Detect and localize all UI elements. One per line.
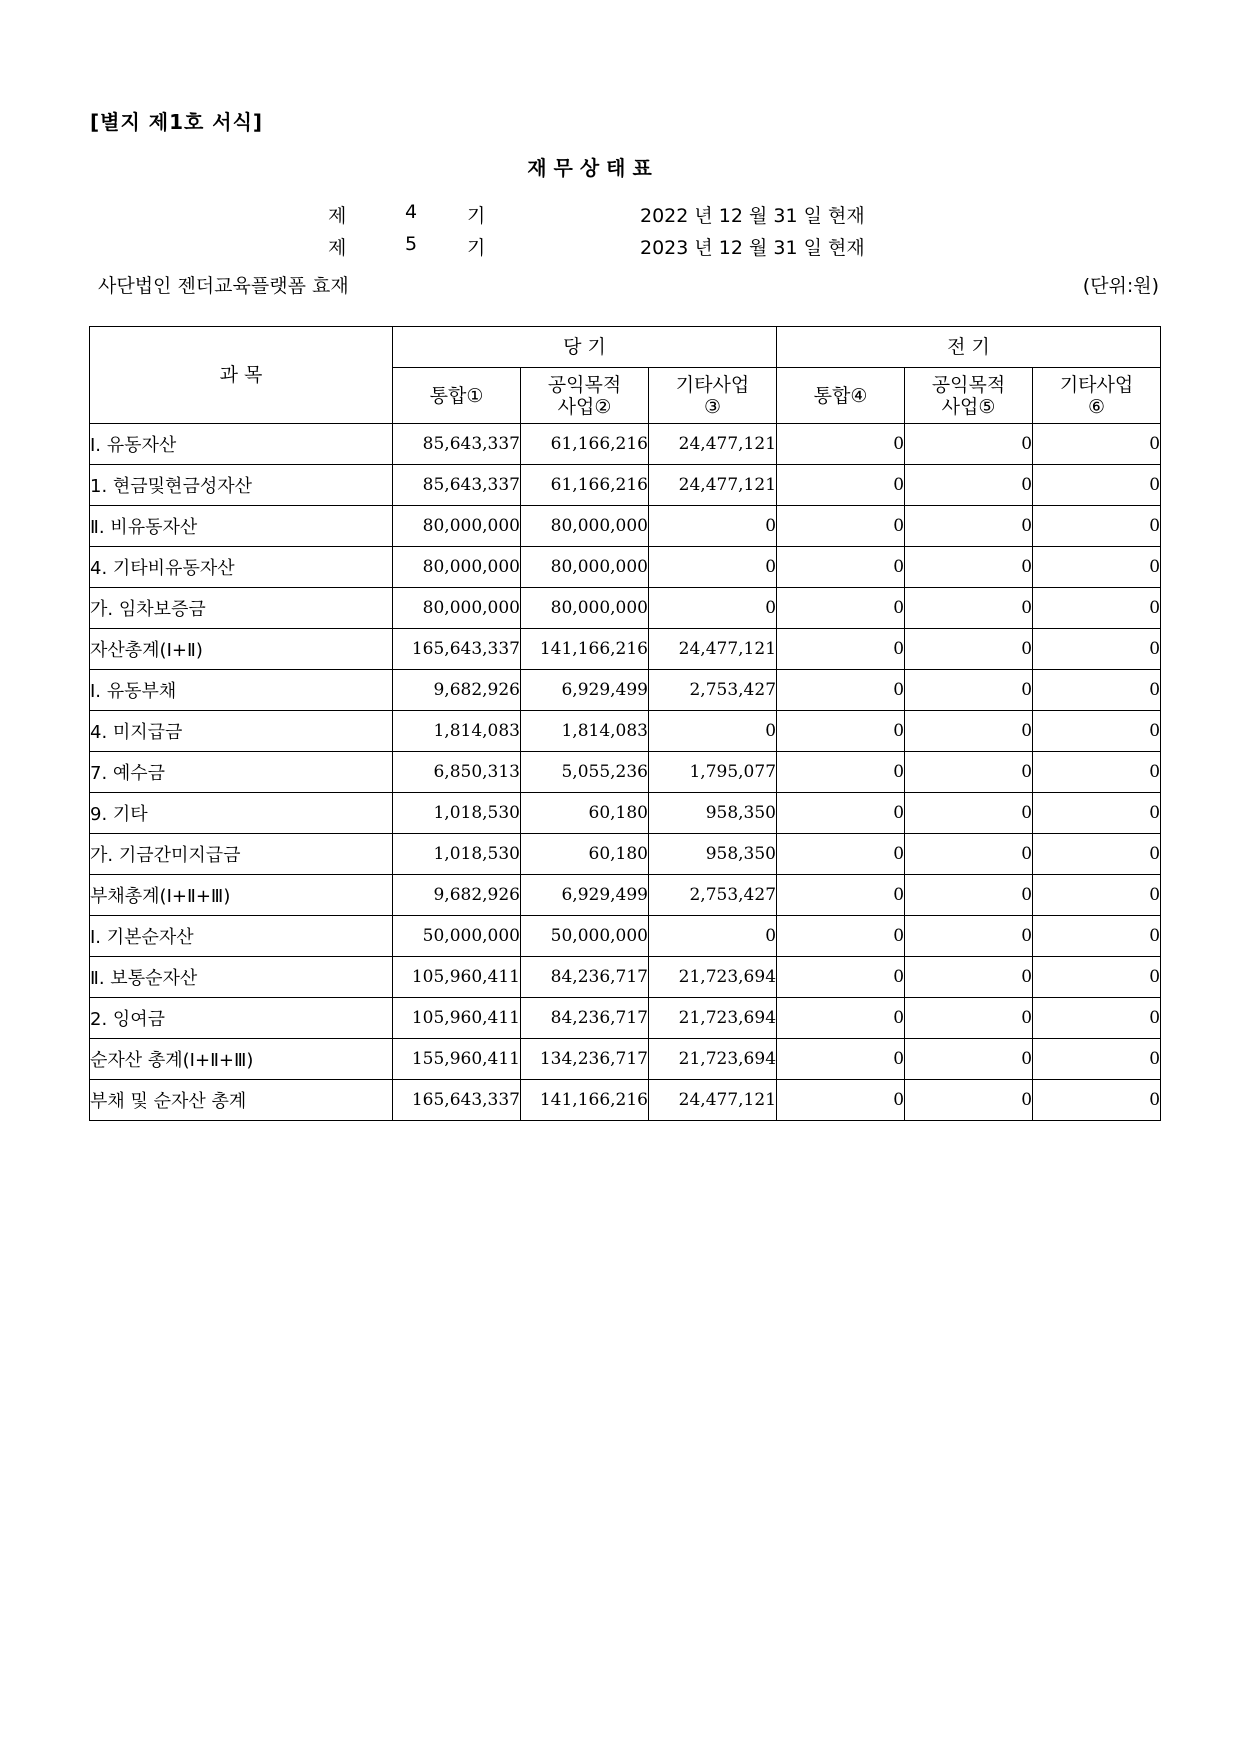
row-label: 4. 기타비유동자산 [90,547,393,588]
amount-cell: 134,236,717 [521,1039,649,1080]
table-row [90,998,1161,1039]
current-period-header: 당 기 [393,327,777,368]
amount-cell: 155,960,411 [393,1039,521,1080]
period-date: 2023 년 12 월 31 일 현재 [640,237,865,259]
amount-cell: 0 [905,752,1033,793]
table-row [90,424,1161,465]
amount-cell: 6,929,499 [521,670,649,711]
table-row [90,629,1161,670]
amount-cell: 0 [1033,834,1161,875]
row-label: 가. 임차보증금 [90,588,393,629]
amount-cell: 80,000,000 [393,547,521,588]
amount-cell: 9,682,926 [393,670,521,711]
table-row [90,465,1161,506]
table-row [90,793,1161,834]
amount-cell: 60,180 [521,793,649,834]
amount-cell: 0 [777,424,905,465]
amount-cell: 0 [1033,424,1161,465]
row-label: Ⅱ. 보통순자산 [90,957,393,998]
amount-cell: 1,814,083 [521,711,649,752]
amount-cell: 1,018,530 [393,834,521,875]
row-label: 4. 미지급금 [90,711,393,752]
amount-cell: 0 [905,670,1033,711]
amount-cell: 24,477,121 [649,465,777,506]
header-other-current: 기타사업 ③ [649,368,777,424]
amount-cell: 2,753,427 [649,875,777,916]
period-number: 5 [405,233,418,255]
row-label: Ⅰ. 기본순자산 [90,916,393,957]
amount-cell: 0 [905,629,1033,670]
header-integrated-current: 통합① [393,368,521,424]
table-row [90,752,1161,793]
amount-cell: 0 [1033,629,1161,670]
amount-cell: 0 [777,629,905,670]
amount-cell: 0 [777,588,905,629]
amount-cell: 0 [777,1039,905,1080]
amount-cell: 1,814,083 [393,711,521,752]
amount-cell: 0 [777,547,905,588]
amount-cell: 60,180 [521,834,649,875]
amount-cell: 141,166,216 [521,629,649,670]
amount-cell: 1,795,077 [649,752,777,793]
amount-cell: 0 [1033,957,1161,998]
row-label: 부채 및 순자산 총계 [90,1080,393,1121]
period-prefix: 제 [328,237,347,259]
amount-cell: 50,000,000 [521,916,649,957]
amount-cell: 0 [649,588,777,629]
table-row [90,670,1161,711]
amount-cell: 0 [777,752,905,793]
amount-cell: 61,166,216 [521,465,649,506]
amount-cell: 80,000,000 [393,588,521,629]
amount-cell: 80,000,000 [393,506,521,547]
amount-cell: 0 [1033,793,1161,834]
financial-position-table [89,326,1161,1121]
amount-cell: 0 [777,506,905,547]
table-row [90,875,1161,916]
amount-cell: 0 [649,711,777,752]
amount-cell: 0 [905,916,1033,957]
amount-cell: 0 [905,793,1033,834]
amount-cell: 0 [1033,916,1161,957]
period-prefix: 제 [328,205,347,227]
amount-cell: 1,018,530 [393,793,521,834]
amount-cell: 0 [905,957,1033,998]
amount-cell: 0 [777,793,905,834]
amount-cell: 0 [777,834,905,875]
row-label: 1. 현금및현금성자산 [90,465,393,506]
amount-cell: 84,236,717 [521,998,649,1039]
amount-cell: 0 [1033,1039,1161,1080]
amount-cell: 21,723,694 [649,957,777,998]
amount-cell: 0 [1033,465,1161,506]
amount-cell: 0 [905,588,1033,629]
subject-header: 과 목 [90,327,393,424]
amount-cell: 0 [777,711,905,752]
amount-cell: 85,643,337 [393,465,521,506]
table-row [90,588,1161,629]
header-public-prior: 공익목적 사업⑤ [905,368,1033,424]
amount-cell: 24,477,121 [649,1080,777,1121]
row-label: 부채총계(Ⅰ+Ⅱ+Ⅲ) [90,875,393,916]
amount-cell: 0 [1033,588,1161,629]
table-row [90,957,1161,998]
table-row [90,711,1161,752]
amount-cell: 6,850,313 [393,752,521,793]
table-row [90,547,1161,588]
period-suffix: 기 [467,237,486,259]
amount-cell: 5,055,236 [521,752,649,793]
prior-period-header: 전 기 [777,327,1161,368]
amount-cell: 0 [1033,752,1161,793]
amount-cell: 84,236,717 [521,957,649,998]
amount-cell: 0 [905,465,1033,506]
amount-cell: 21,723,694 [649,1039,777,1080]
amount-cell: 0 [777,957,905,998]
amount-cell: 80,000,000 [521,547,649,588]
table-row [90,834,1161,875]
table-row [90,916,1161,957]
amount-cell: 0 [1033,875,1161,916]
amount-cell: 80,000,000 [521,588,649,629]
amount-cell: 80,000,000 [521,506,649,547]
amount-cell: 0 [649,506,777,547]
amount-cell: 105,960,411 [393,957,521,998]
period-number: 4 [405,201,418,223]
amount-cell: 0 [777,916,905,957]
row-label: Ⅰ. 유동자산 [90,424,393,465]
document-title: 재무상태표 [527,156,659,180]
amount-cell: 0 [905,1080,1033,1121]
amount-cell: 141,166,216 [521,1080,649,1121]
amount-cell: 61,166,216 [521,424,649,465]
amount-cell: 0 [905,547,1033,588]
row-label: 2. 잉여금 [90,998,393,1039]
header-public-current: 공익목적 사업② [521,368,649,424]
amount-cell: 21,723,694 [649,998,777,1039]
header-integrated-prior: 통합④ [777,368,905,424]
header-other-prior: 기타사업 ⑥ [1033,368,1161,424]
amount-cell: 165,643,337 [393,629,521,670]
amount-cell: 0 [777,998,905,1039]
amount-cell: 0 [777,465,905,506]
amount-cell: 105,960,411 [393,998,521,1039]
amount-cell: 6,929,499 [521,875,649,916]
table-row [90,1039,1161,1080]
row-label: 가. 기금간미지급금 [90,834,393,875]
amount-cell: 0 [777,670,905,711]
amount-cell: 0 [905,424,1033,465]
table-row [90,506,1161,547]
table-row [90,1080,1161,1121]
amount-cell: 958,350 [649,834,777,875]
period-date: 2022 년 12 월 31 일 현재 [640,205,865,227]
amount-cell: 0 [905,998,1033,1039]
amount-cell: 165,643,337 [393,1080,521,1121]
amount-cell: 0 [777,1080,905,1121]
period-suffix: 기 [467,205,486,227]
amount-cell: 0 [905,875,1033,916]
amount-cell: 0 [905,1039,1033,1080]
amount-cell: 0 [1033,547,1161,588]
amount-cell: 2,753,427 [649,670,777,711]
amount-cell: 0 [1033,506,1161,547]
amount-cell: 0 [649,916,777,957]
row-label: 순자산 총계(Ⅰ+Ⅱ+Ⅲ) [90,1039,393,1080]
amount-cell: 0 [649,547,777,588]
amount-cell: 0 [1033,1080,1161,1121]
amount-cell: 0 [905,506,1033,547]
row-label: 7. 예수금 [90,752,393,793]
row-label: Ⅱ. 비유동자산 [90,506,393,547]
amount-cell: 85,643,337 [393,424,521,465]
amount-cell: 0 [1033,711,1161,752]
organization-name: 사단법인 젠더교육플랫폼 효재 [98,275,349,297]
amount-cell: 0 [777,875,905,916]
row-label: 9. 기타 [90,793,393,834]
unit-label: (단위:원) [1082,275,1159,297]
amount-cell: 0 [905,834,1033,875]
amount-cell: 0 [905,711,1033,752]
amount-cell: 50,000,000 [393,916,521,957]
amount-cell: 9,682,926 [393,875,521,916]
row-label: 자산총계(Ⅰ+Ⅱ) [90,629,393,670]
form-label: [별지 제1호 서식] [90,110,264,134]
amount-cell: 958,350 [649,793,777,834]
row-label: Ⅰ. 유동부채 [90,670,393,711]
amount-cell: 0 [1033,998,1161,1039]
amount-cell: 24,477,121 [649,424,777,465]
amount-cell: 24,477,121 [649,629,777,670]
amount-cell: 0 [1033,670,1161,711]
